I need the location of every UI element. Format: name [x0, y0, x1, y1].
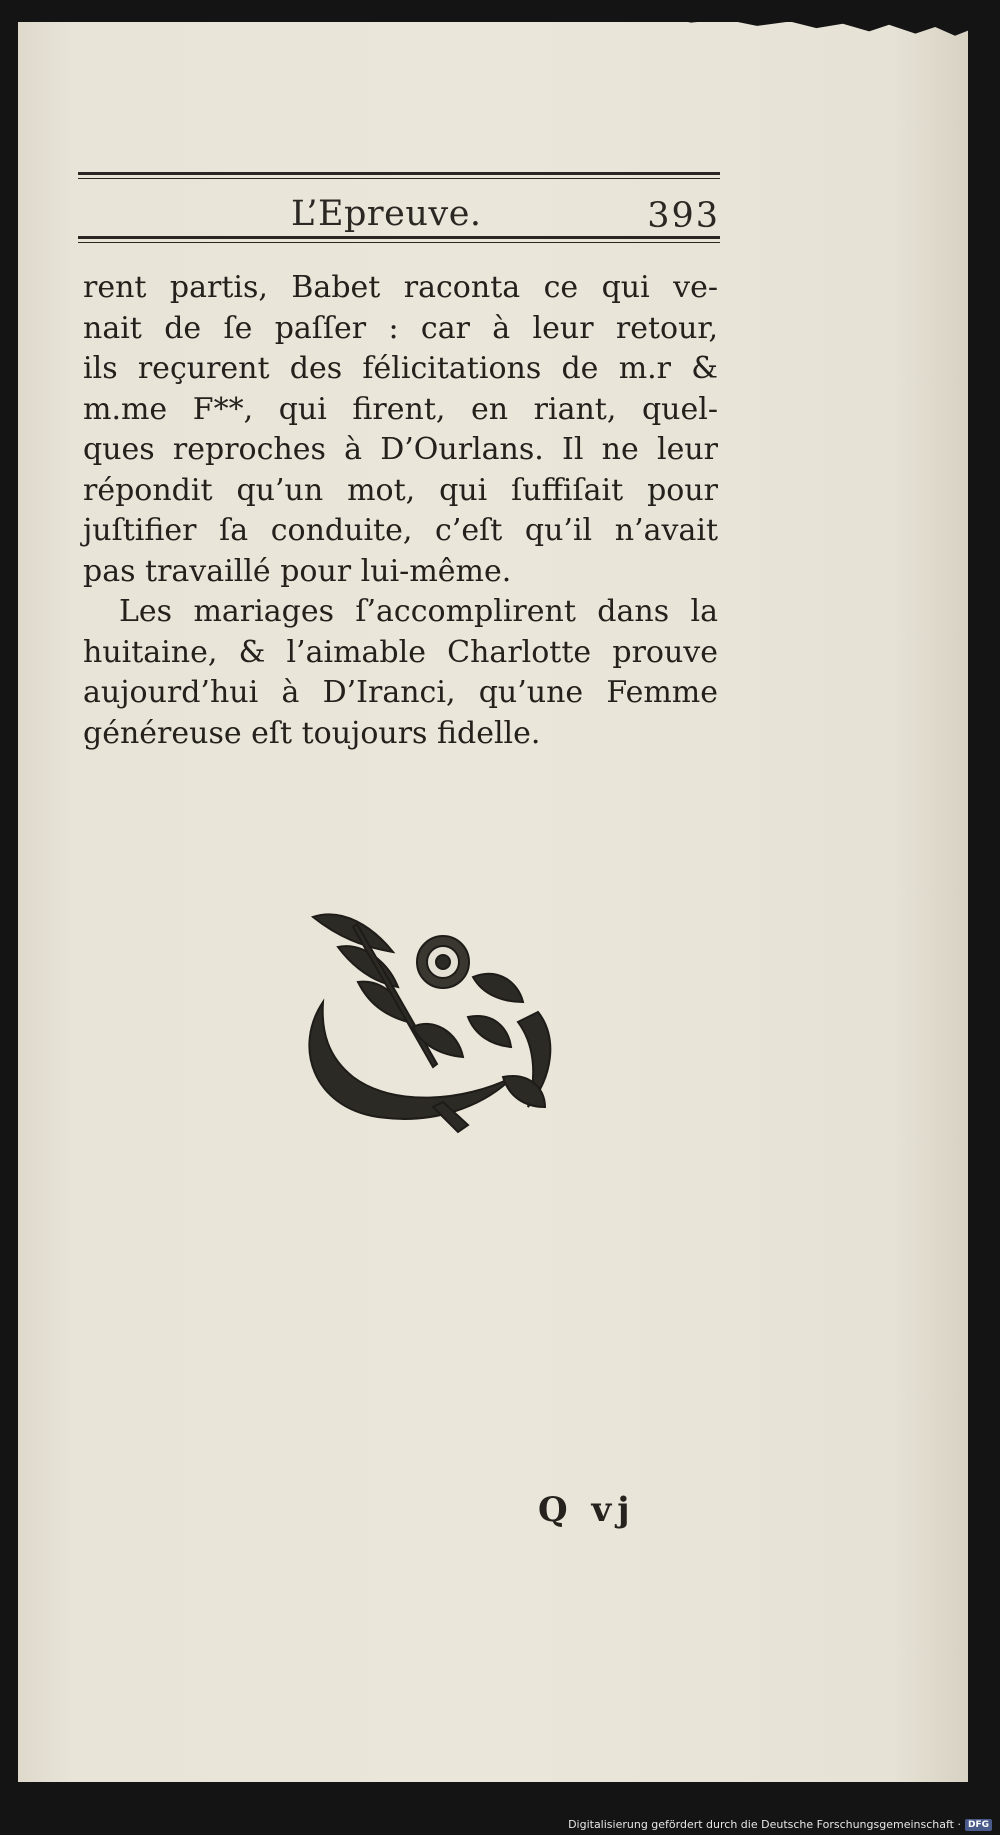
dfg-logo: DFG: [965, 1819, 992, 1831]
credit-text: Digitalisierung gefördert durch die Deutsche Forschungsgemeinschaft ·: [568, 1818, 961, 1831]
floral-vignette-icon: [283, 907, 593, 1137]
text-line: aujourd’hui à D’Iranci, qu’une Femme: [83, 675, 718, 710]
digitization-credit: [568, 1818, 992, 1831]
text-line: ques reproches à D’Ourlans. Il ne leur: [83, 432, 718, 467]
header-rule-top: [78, 172, 720, 175]
body-text: [83, 268, 718, 754]
text-line: généreuse eſt toujours fidelle.: [83, 715, 541, 751]
book-page: [18, 22, 968, 1782]
running-header: [78, 194, 720, 240]
text-line: ils reçurent des félicitations de m.r &: [83, 351, 718, 386]
text-line: rent partis, Babet raconta ce qui ve-: [83, 270, 718, 305]
text-line: juſtifier ſa conduite, c’eſt qu’il n’avait: [83, 513, 718, 548]
header-rule-bottom: [78, 236, 720, 239]
page-number: 393: [647, 196, 720, 236]
text-line: m.me F**, qui firent, en riant, quel-: [83, 391, 718, 427]
text-line: nait de ſe paſſer : car à leur retour,: [83, 310, 718, 346]
header-rule-top-thin: [78, 178, 720, 179]
text-line: pas travaillé pour lui-même.: [83, 553, 512, 589]
header-rule-bottom-thin: [78, 242, 720, 243]
text-line: huitaine, & l’aimable Charlotte prouve: [83, 634, 718, 670]
signature-mark: Q vj: [538, 1490, 636, 1530]
page-torn-edge: [658, 16, 988, 38]
text-line: répondit qu’un mot, qui ſuffiſait pour: [83, 472, 718, 508]
text-line: Les mariages ſ’accomplirent dans la: [119, 594, 718, 629]
running-title: L’Epreuve.: [291, 194, 482, 234]
